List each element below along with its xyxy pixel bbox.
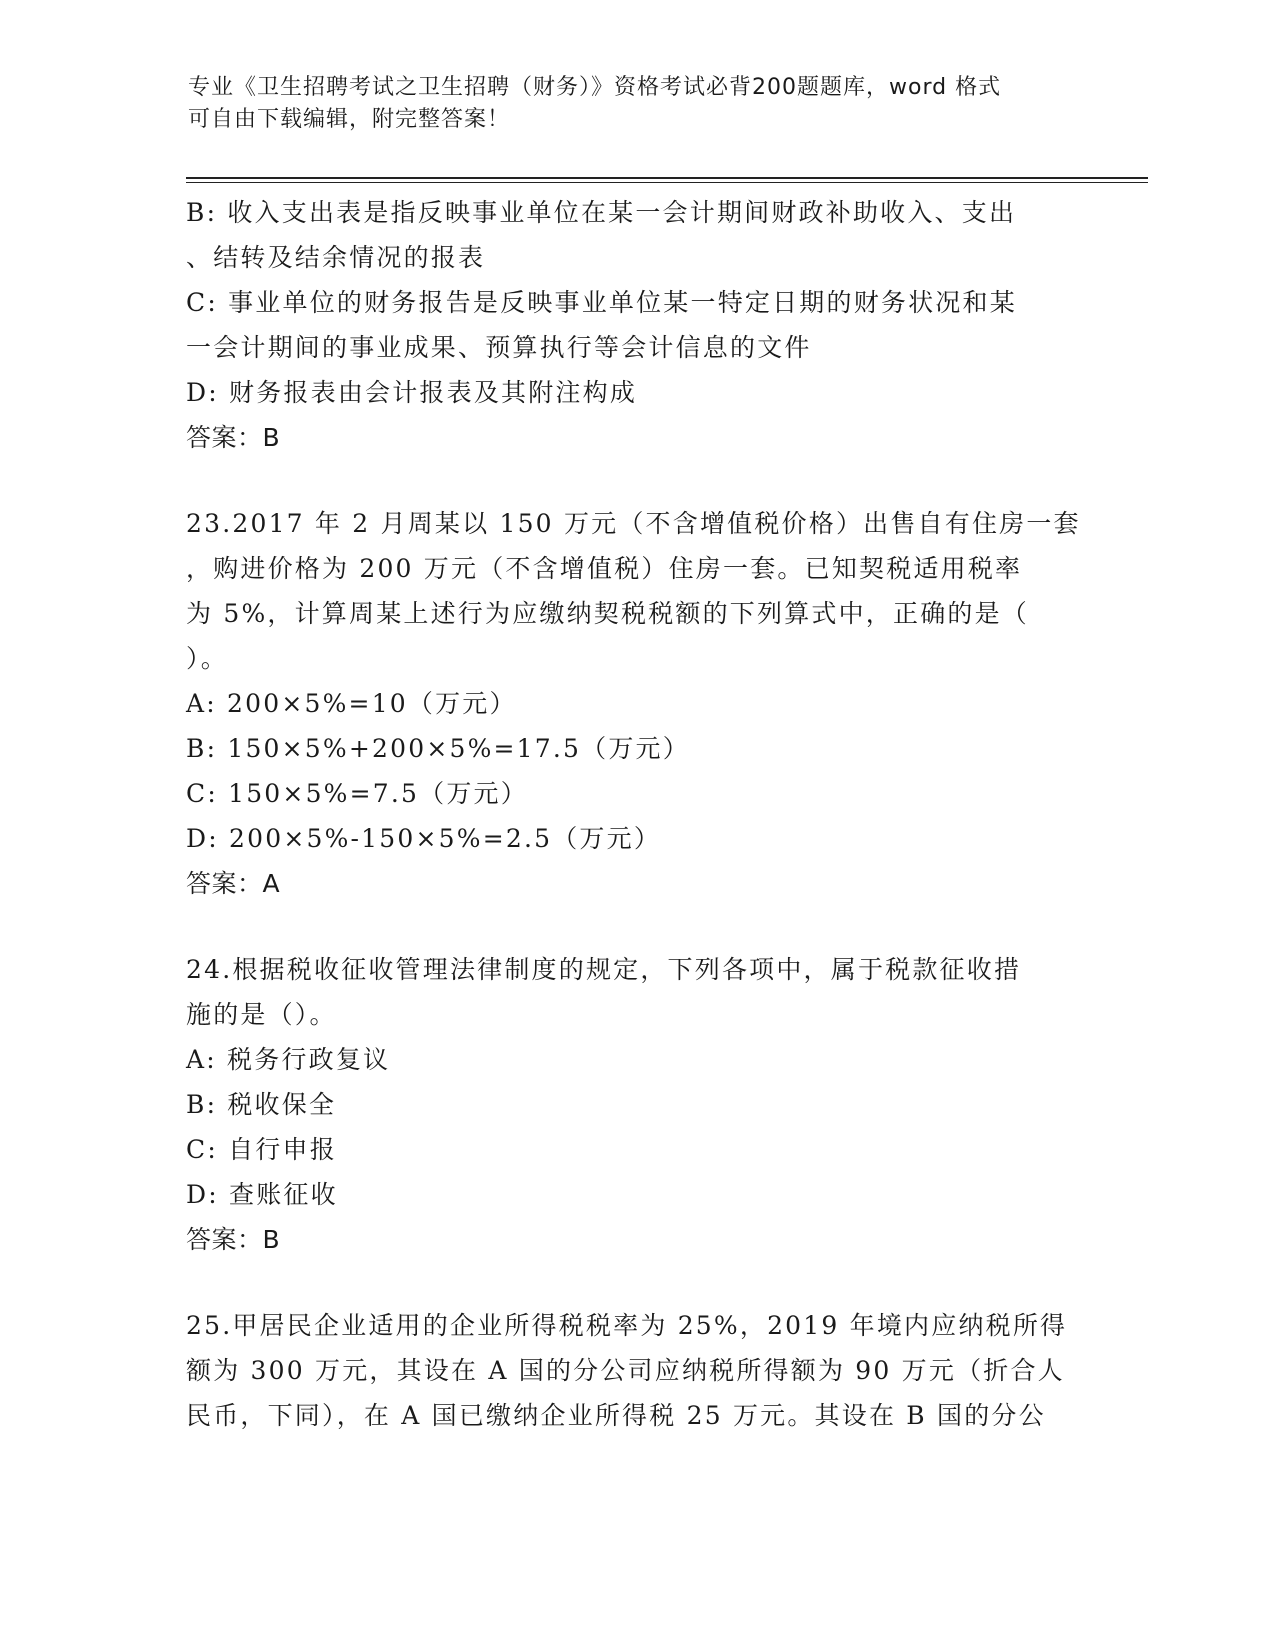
- spacer: [186, 906, 1066, 947]
- question-stem-line-1: 24.根据税收征收管理法律制度的规定，下列各项中，属于税款征收措: [186, 955, 1022, 984]
- header-divider-thick: [186, 177, 1148, 179]
- question-stem-line-1: 23.2017 年 2 月周某以 150 万元（不含增值税价格）出售自有住房一套: [186, 509, 1081, 538]
- question-23: [186, 501, 1081, 906]
- document-body: [186, 190, 1081, 1438]
- question-stem-line-2: 施的是（）。: [186, 1000, 337, 1029]
- option-a: A: 200×5%=10（万元）: [186, 689, 517, 718]
- question-24: [186, 947, 1066, 1262]
- question-stem-line-2: ，购进价格为 200 万元（不含增值税）住房一套。已知契税适用税率: [186, 554, 1023, 583]
- answer-line: 答案：B: [186, 1225, 281, 1254]
- option-c-line-2: 一会计期间的事业成果、预算执行等会计信息的文件: [186, 333, 812, 362]
- question-25: [186, 1303, 1066, 1438]
- option-a: A: 税务行政复议: [186, 1045, 391, 1074]
- option-b: B: 税收保全: [186, 1090, 337, 1119]
- option-b-line-1: B: 收入支出表是指反映事业单位在某一会计期间财政补助收入、支出: [186, 198, 1017, 227]
- answer-line: 答案：B: [186, 423, 281, 452]
- option-d: D: 查账征收: [186, 1180, 338, 1209]
- question-stem-line-4: ）。: [186, 644, 228, 673]
- page-header: [188, 72, 1068, 136]
- header-divider-thin: [186, 182, 1148, 183]
- option-d: D: 200×5%-150×5%=2.5（万元）: [186, 824, 662, 853]
- question-stem-line-3: 民币，下同），在 A 国已缴纳企业所得税 25 万元。其设在 B 国的分公: [186, 1401, 1046, 1430]
- question-stem-line-3: 为 5%，计算周某上述行为应缴纳契税税额的下列算式中，正确的是（: [186, 599, 1030, 628]
- question-22-continued: [186, 190, 1066, 460]
- option-b-line-2: 、结转及结余情况的报表: [186, 243, 486, 272]
- option-c: C: 150×5%=7.5（万元）: [186, 779, 528, 808]
- option-b: B: 150×5%+200×5%=17.5（万元）: [186, 734, 690, 763]
- option-d: D: 财务报表由会计报表及其附注构成: [186, 378, 638, 407]
- spacer: [186, 460, 1066, 501]
- question-stem-line-1: 25.甲居民企业适用的企业所得税税率为 25%，2019 年境内应纳税所得: [186, 1311, 1068, 1340]
- header-title-line-1: 专业《卫生招聘考试之卫生招聘（财务）》资格考试必背200题题库，word 格式: [188, 75, 1002, 100]
- spacer: [186, 1262, 1066, 1303]
- answer-line: 答案：A: [186, 869, 281, 898]
- header-title-line-2: 可自由下载编辑，附完整答案！: [188, 107, 511, 132]
- question-stem-line-2: 额为 300 万元，其设在 A 国的分公司应纳税所得额为 90 万元（折合人: [186, 1356, 1065, 1385]
- option-c-line-1: C: 事业单位的财务报告是反映事业单位某一特定日期的财务状况和某: [186, 288, 1017, 317]
- option-c: C: 自行申报: [186, 1135, 337, 1164]
